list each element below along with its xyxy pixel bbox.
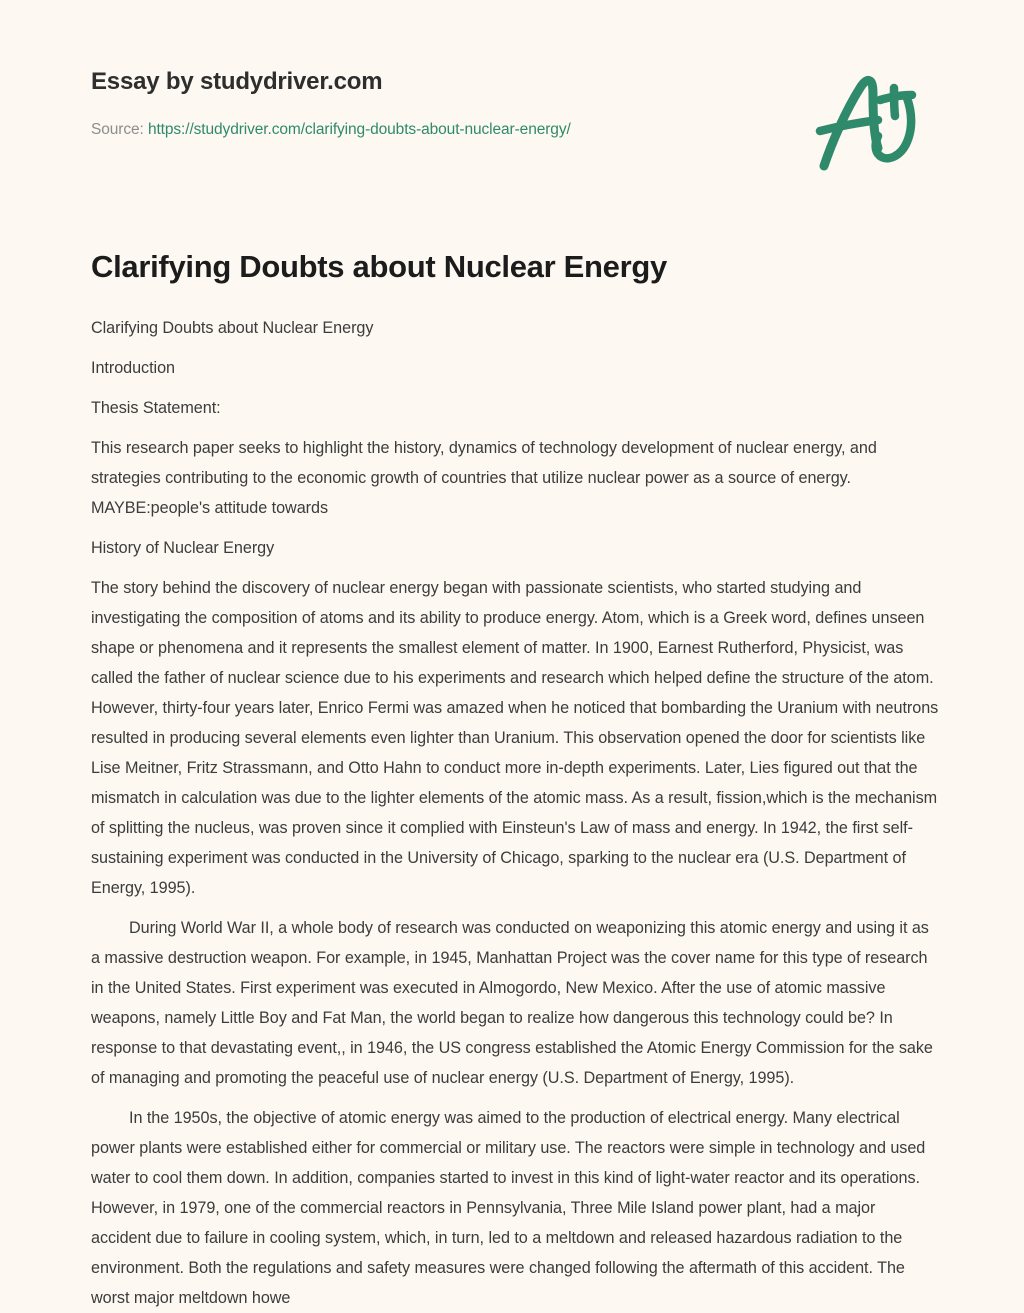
paragraph-history-body: The story behind the discovery of nuclear energy began with passionate scientists, who started studying and investigating the composition of atoms and its ability to produce energy. Atom, which is a Greek word, defines unseen shape or phenomena and it represents the smallest element of matter. In 1900, Earnest Rutherford, Physicist, was called the father of nuclear science due to his experiments and research which helped define the structure of the atom. However, thirty-four years later, Enrico Fermi was amazed when he noticed that bombarding the Uranium with neutrons resulted in producing several elements even lighter than Uranium. This observation opened the door for scientists like Lise Meitner, Fritz Strassmann, and Otto Hahn to conduct more in-depth experiments. Later, Lies figured out that the mismatch in calculation was due to the lighter elements of the atomic mass. As a result, fission,which is the mechanism of splitting the nucleus, was proven since it complied with Einsteun's Law of mass and energy. In 1942, the first self-sustaining experiment was conducted in the University of Chicago, sparking to the nuclear era (U.S. Department of Energy, 1995). [91, 579, 939, 897]
article-body [91, 313, 939, 1313]
source-line [91, 121, 571, 139]
a-plus-icon [812, 66, 942, 178]
paragraph-1950s: In the 1950s, the objective of atomic energy was aimed to the production of electrical energy. Many electrical power plants were established either for commercial or military use. The reactors were simple in technology and used water to cool them down. In addition, companies started to invest in this kind of light-water reactor and its operations. However, in 1979, one of the commercial reactors in Pennsylvania, Three Mile Island power plant, had a major accident due to failure in cooling system, which, in turn, led to a meltdown and released hazardous radiation to the environment. Both the regulations and safety measures were changed following the aftermath of this accident. The worst major meltdown howe [91, 1109, 926, 1307]
page-title: Clarifying Doubts about Nuclear Energy [91, 249, 667, 284]
paragraph-history-heading: History of Nuclear Energy [91, 539, 275, 557]
paragraph-thesis-body: This research paper seeks to highlight the history, dynamics of technology development of nuclear energy, and strategies contributing to the economic growth of countries that utilize nuclear power as a source of energy. MAYBE:people's attitude towards [91, 439, 877, 517]
page-header [0, 0, 1024, 190]
article [91, 247, 939, 1313]
source-url-link[interactable]: https://studydriver.com/clarifying-doubts-about-nuclear-energy/ [147, 121, 571, 138]
source-label: Source: [91, 121, 144, 138]
a-plus-logo [812, 66, 942, 178]
paragraph-subtitle: Clarifying Doubts about Nuclear Energy [91, 319, 374, 337]
brand-byline: Essay by studydriver.com [91, 68, 383, 95]
paragraph-thesis-heading: Thesis Statement: [91, 399, 221, 417]
paragraph-wwii: During World War II, a whole body of research was conducted on weaponizing this atomic energy and using it as a massive destruction weapon. For example, in 1945, Manhattan Project was the cover name for this type of research in the United States. First experiment was executed in Almogordo, New Mexico. After the use of atomic massive weapons, namely Little Boy and Fat Man, the world began to realize how dangerous this technology could be? In response to that devastating event,, in 1946, the US congress established the Atomic Energy Commission for the sake of managing and promoting the peaceful use of nuclear energy (U.S. Department of Energy, 1995). [91, 919, 933, 1087]
paragraph-introduction-heading: Introduction [91, 359, 175, 377]
